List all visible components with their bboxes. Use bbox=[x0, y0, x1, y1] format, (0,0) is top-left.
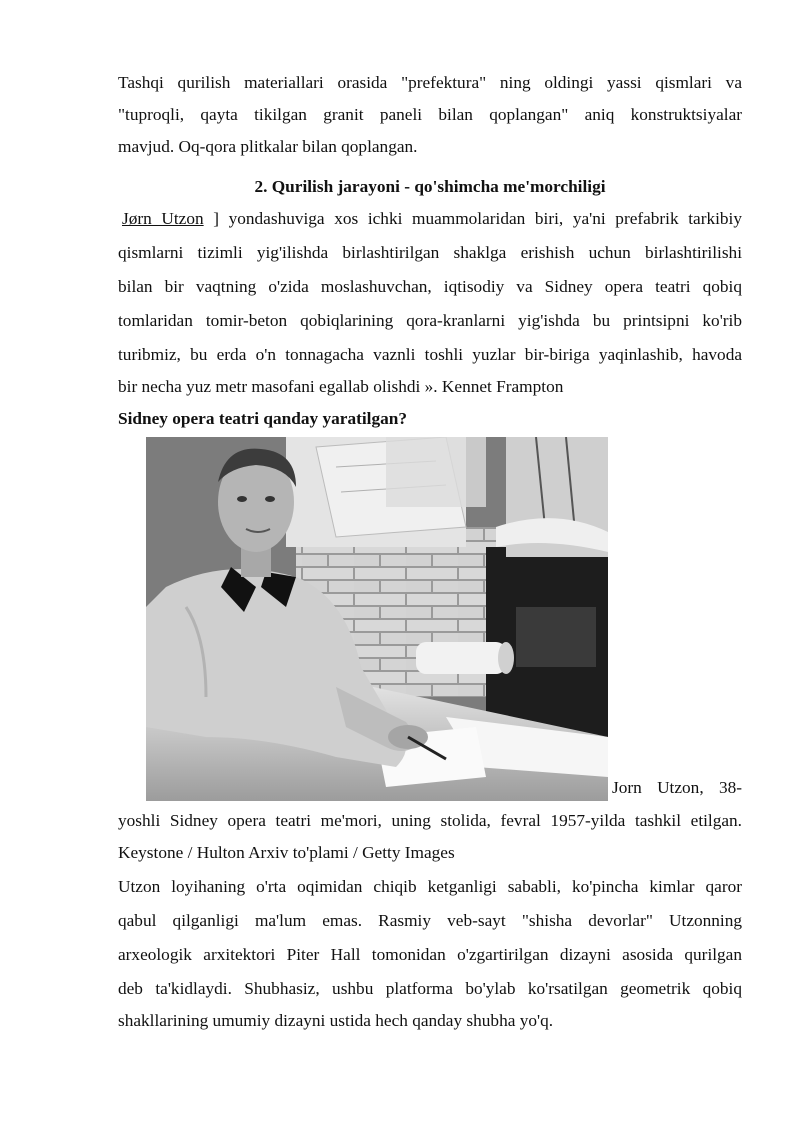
photo-credit: Keystone / Hulton Arxiv to'plami / Getty Images bbox=[118, 843, 455, 862]
photo-illustration bbox=[146, 437, 608, 801]
text-line: mavjud. Oq-qora plitkalar bilan qoplangan. bbox=[118, 137, 418, 156]
photo-caption-start: Jorn Utzon, 38- bbox=[612, 778, 742, 797]
text-line: "tuproqli, qayta tikilgan granit paneli bilan qoplangan" aniq konstruktsiyalar bbox=[118, 105, 742, 124]
text-segment: ] yondashuviga xos ichki muammolaridan biri, ya'ni prefabrik tarkibiy bbox=[203, 209, 742, 228]
text-line bbox=[118, 204, 742, 234]
text-line: Utzon loyihaning o'rta oqimidan chiqib ketganligi sababli, ko'pincha kimlar qaror bbox=[118, 877, 742, 896]
section-heading: 2. Qurilish jarayoni - qo'shimcha me'morchiligi bbox=[254, 177, 606, 196]
text-line: bilan bir vaqtning o'zida moslashuvchan, iqtisodiy va Sidney opera teatri qobiq bbox=[118, 277, 742, 296]
text-line: qabul qilganligi ma'lum emas. Rasmiy veb-sayt "shisha devorlar" Utzonning bbox=[118, 911, 742, 930]
text-line: shakllarining umumiy dizayni ustida hech qanday shubha yo'q. bbox=[118, 1011, 554, 1030]
text-line: turibmiz, bu erda o'n tonnagacha vaznli toshli yuzlar bir-biriga yaqinlashib, havoda bbox=[118, 345, 742, 364]
text-line: qismlarni tizimli yig'ilishda birlashtirilgan shaklga erishish uchun birlashtirilishi bbox=[118, 243, 742, 262]
utzon-link[interactable]: Jørn Utzon bbox=[122, 209, 204, 228]
utzon-photo bbox=[146, 437, 608, 801]
text-line: deb ta'kidlaydi. Shubhasiz, ushbu platforma bo'ylab ko'rsatilgan geometrik qobiq bbox=[118, 979, 742, 998]
subheading: Sidney opera teatri qanday yaratilgan? bbox=[118, 409, 407, 428]
text-line: Tashqi qurilish materiallari orasida "prefektura" ning oldingi yassi qismlari va bbox=[118, 73, 742, 92]
photo-caption-line: yoshli Sidney opera teatri me'mori, uning stolida, fevral 1957-yilda tashkil etilgan. bbox=[118, 811, 742, 830]
text-line: tomlaridan tomir-beton qobiqlarining qora-kranlarni yig'ishda bu printsipni ko'rib bbox=[118, 311, 742, 330]
text-line: bir necha yuz metr masofani egallab olishdi ». Kennet Frampton bbox=[118, 377, 564, 396]
text-line: arxeologik arxitektori Piter Hall tomonidan o'zgartirilgan dizayni asosida qurilgan bbox=[118, 945, 742, 964]
